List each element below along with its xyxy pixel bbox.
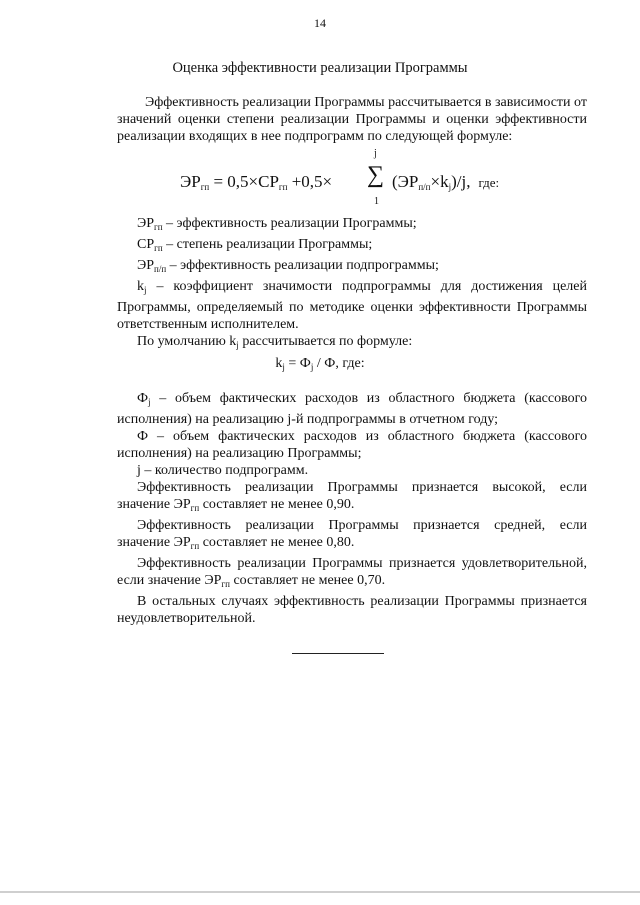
formula-inner-subscript: п/п	[418, 182, 431, 192]
intro-paragraph: Эффективность реализации Программы рассчитывается в зависимости от значений оценки степени реализации Программы и оценки эффективности реализации входящих в нее подпрограмм по следующей формуле:	[117, 95, 587, 144]
formula-right-part	[392, 172, 499, 192]
formula-left-part	[180, 172, 332, 192]
summation-symbol	[366, 148, 388, 207]
sum-lower-limit: 1	[374, 196, 379, 207]
formula-k-subscript: j	[448, 182, 452, 192]
formula-inner-rest: ×k	[430, 172, 449, 191]
definition-item: $k_j$ – коэффициент значимости подпрограммы для достижения целей Программы, определяемый по методике оценки эффективности Программы ответственным исполнителем.	[117, 279, 587, 332]
formula-lhs: ЭР	[180, 172, 201, 191]
definition-item: $ЭР_{гп}$ – эффективность реализации Программы;	[137, 216, 417, 232]
formula-tail: )/j,	[451, 172, 471, 191]
formula-inner: (ЭР	[392, 172, 419, 191]
sigma-icon: ∑	[367, 162, 385, 188]
formula-where: где:	[478, 175, 500, 190]
definition-item: $ЭР_{п/п}$ – эффективность реализации подпрограммы;	[137, 258, 439, 274]
body-paragraph: Ф – объем фактических расходов из областного бюджета (кассового исполнения) на реализацию Программы;	[117, 429, 587, 461]
definition-item: $СР_{гп}$ – степень реализации Программы;	[137, 237, 373, 253]
definitions-block	[117, 215, 587, 354]
section-title: Оценка эффективности реализации Программы	[172, 60, 468, 76]
main-formula	[180, 148, 580, 207]
body-text	[117, 390, 587, 627]
default-note: По умолчанию $k_j$ рассчитывается по формуле:	[137, 334, 413, 350]
page-number: 14	[314, 16, 326, 30]
formula-lhs-subscript: гп	[200, 182, 210, 192]
body-paragraph: Эффективность реализации Программы признается средней, если значение $ЭР_{гп}$ составляет не менее 0,80.	[117, 518, 587, 551]
formula-eq: = 0,5×СР	[213, 172, 279, 191]
body-paragraph: Эффективность реализации Программы признается удовлетворительной, если значение $ЭР_{гп}$ составляет не менее 0,70.	[117, 556, 587, 589]
body-paragraph: В остальных случаях эффективность реализации Программы признается неудовлетворительной.	[117, 594, 587, 626]
formula-cp-subscript: гп	[278, 182, 288, 192]
body-paragraph: Эффективность реализации Программы признается высокой, если значение $ЭР_{гп}$ составляет не менее 0,90.	[117, 480, 587, 513]
body-paragraph: $Ф_j$ – объем фактических расходов из областного бюджета (кассового исполнения) на реализацию j-й подпрограммы в отчетном году;	[117, 391, 587, 427]
sum-upper-limit: j	[374, 148, 377, 159]
page-bottom-edge	[0, 891, 640, 893]
body-paragraph: j – количество подпрограмм.	[137, 463, 309, 478]
formula-plus: +0,5×	[291, 172, 333, 191]
end-divider	[292, 653, 384, 654]
k-formula: $k_j = Ф_j / Ф$, где:	[275, 356, 365, 372]
